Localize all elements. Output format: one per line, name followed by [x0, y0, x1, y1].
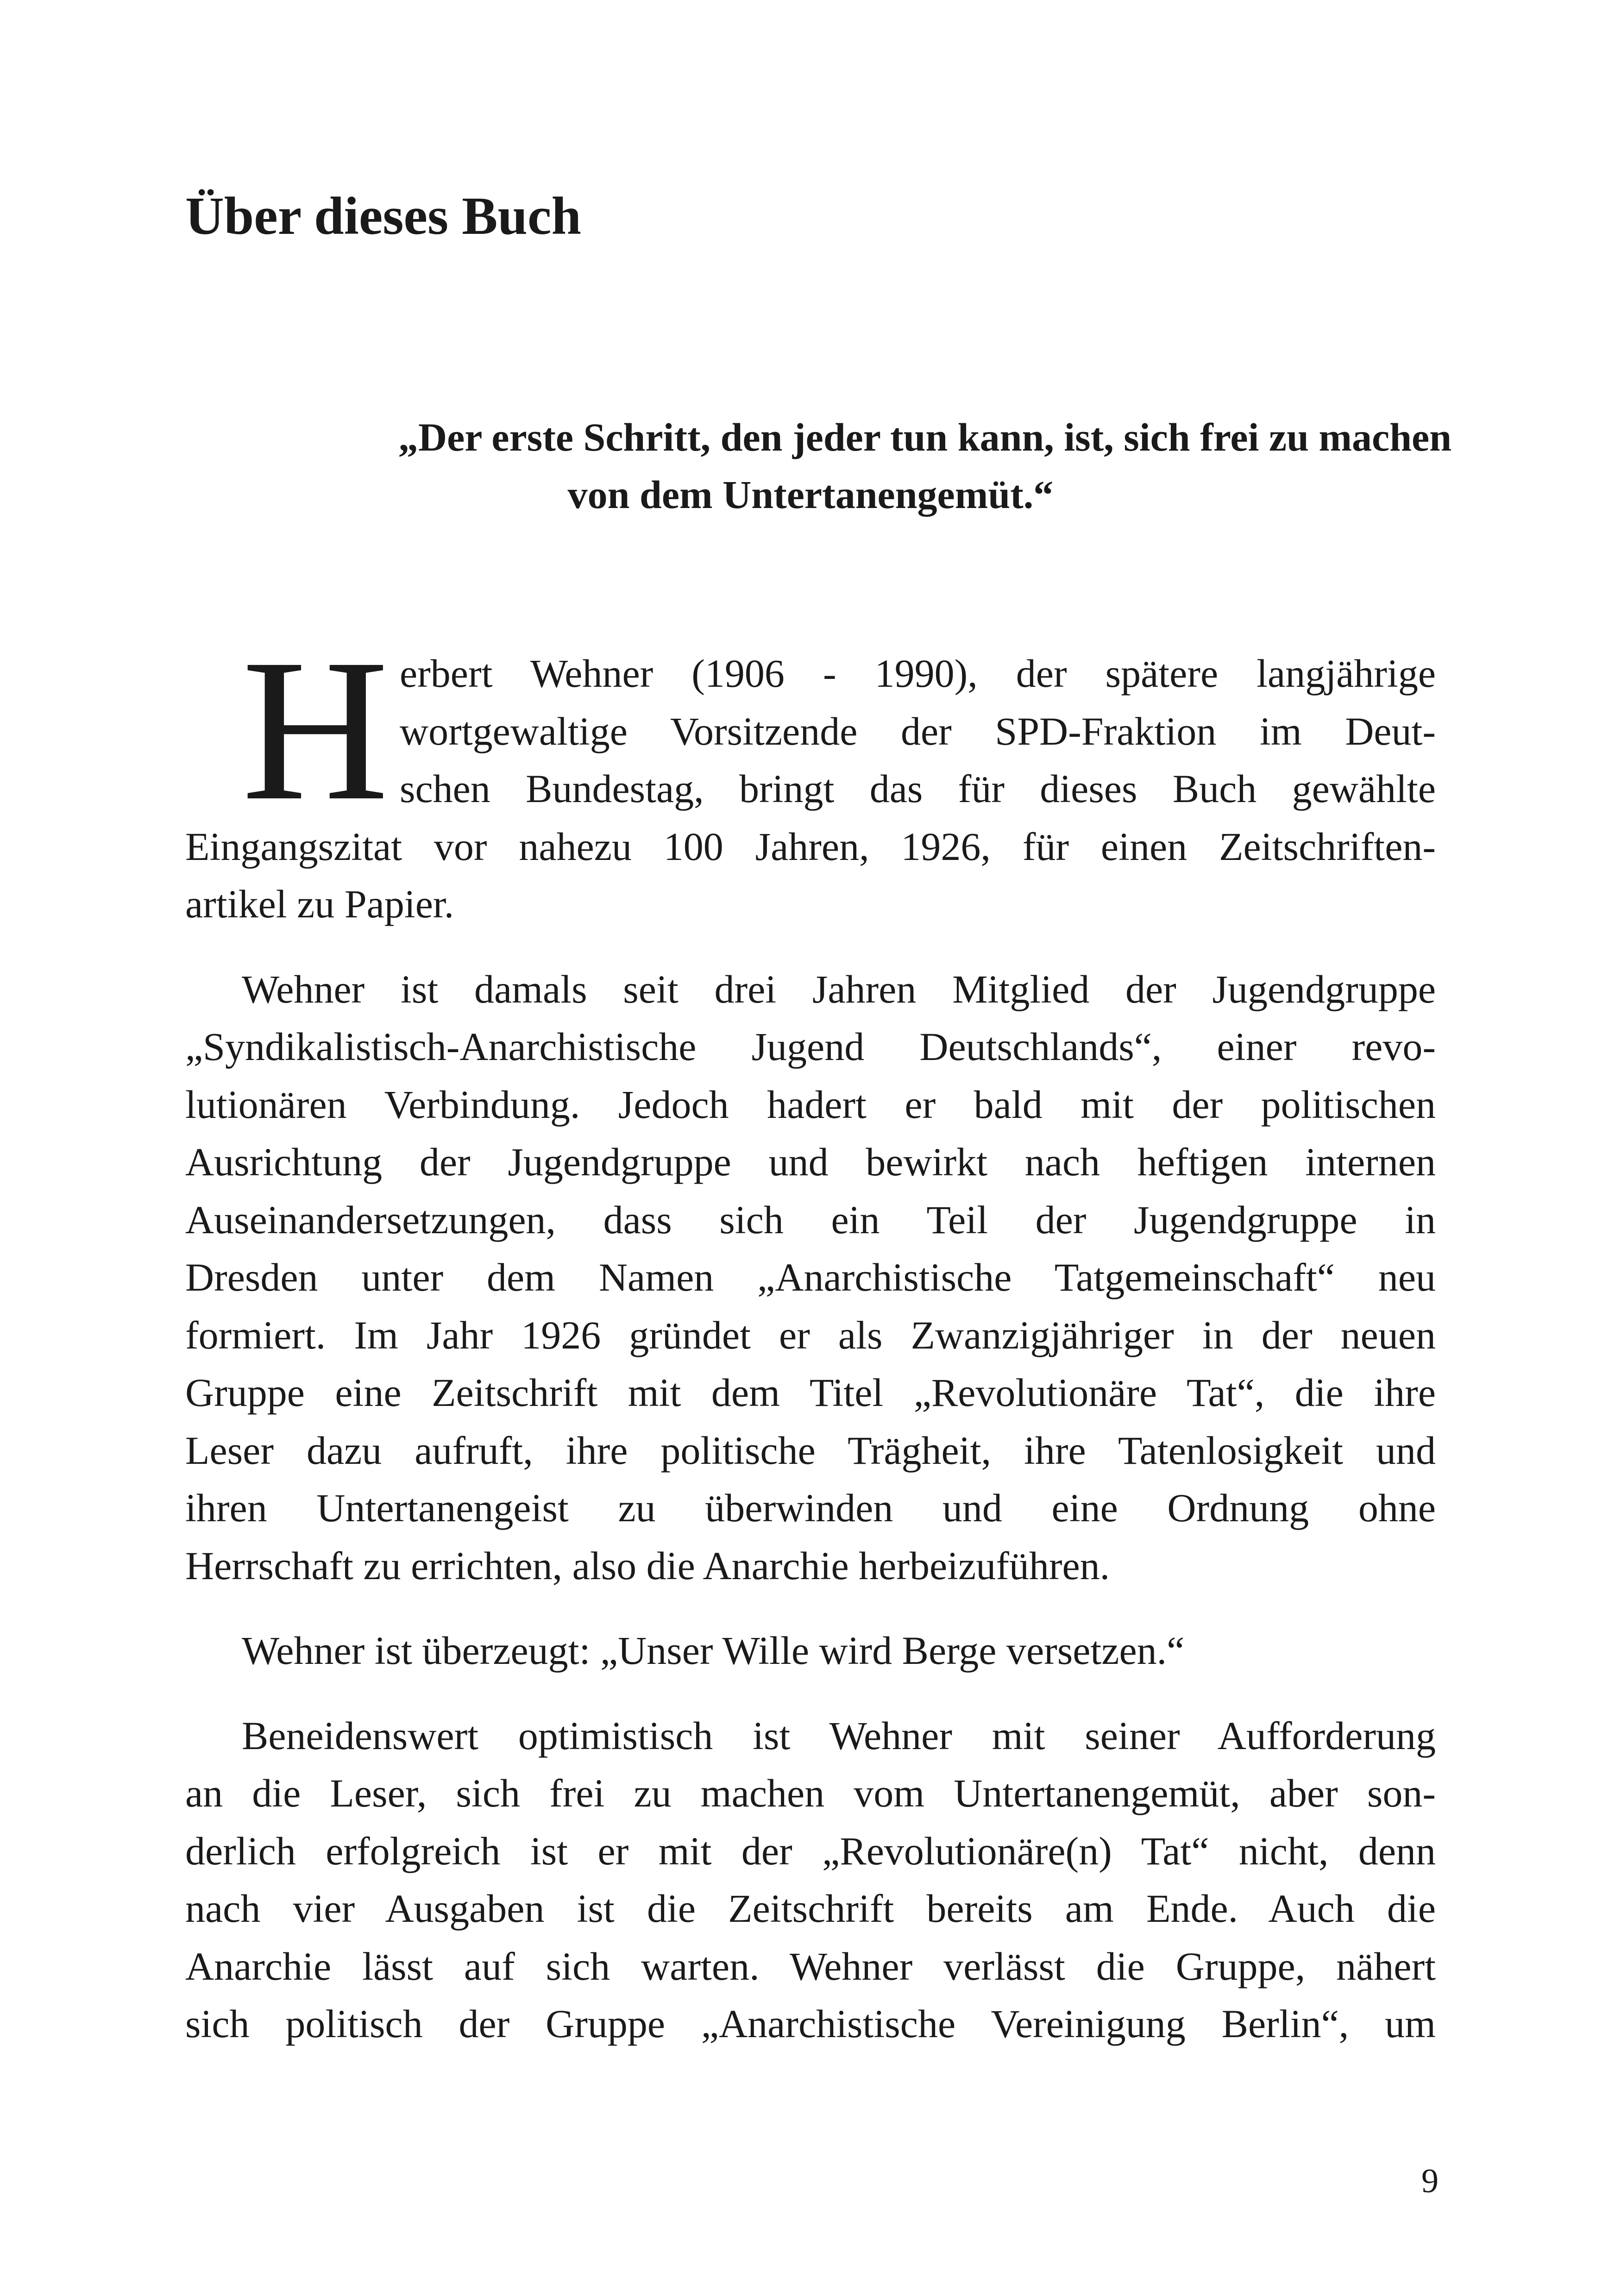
text-line: Beneidenswert optimistisch ist Wehner mit seiner Aufforderung [242, 1713, 1436, 1758]
text-line: Herrschaft zu errichten, also die Anarchie herbeizuführen. [185, 1543, 1110, 1588]
body-text [185, 617, 1436, 2080]
text-line: lutionären Verbindung. Jedoch hadert er bald mit der politischen [185, 1082, 1436, 1127]
paragraph [185, 1622, 1436, 1680]
text-line: Ausrichtung der Jugendgruppe und bewirkt nach heftigen internen [185, 1140, 1436, 1184]
paragraph-intro [185, 617, 1436, 933]
text-line: Wehner ist überzeugt: „Unser Wille wird Berge versetzen.“ [242, 1628, 1185, 1673]
paragraph [185, 1707, 1436, 2053]
text-line: an die Leser, sich frei zu machen vom Untertanengemüt, aber son- [185, 1771, 1436, 1815]
text-line: wortgewaltige Vorsitzende der SPD-Fraktion im Deut- [400, 709, 1436, 753]
text-line: ihren Untertanengeist zu überwinden und eine Ordnung ohne [185, 1486, 1436, 1530]
epigraph-quote [185, 408, 1452, 523]
text-line: Leser dazu aufruft, ihre politische Trägheit, ihre Tatenlosigkeit und [185, 1428, 1436, 1473]
page-number: 9 [1421, 2162, 1439, 2200]
text-line: artikel zu Papier. [185, 882, 454, 926]
text-line: Gruppe eine Zeitschrift mit dem Titel „Revolutionäre Tat“, die ihre [185, 1370, 1436, 1415]
text-line: derlich erfolgreich ist er mit der „Revolutionäre(n) Tat“ nicht, denn [185, 1828, 1436, 1873]
text-line: „Syndikalistisch-Anarchistische Jugend Deutschlands“, einer revo- [185, 1024, 1436, 1069]
text-line: schen Bundestag, bringt das für dieses Buch gewählte [400, 766, 1436, 811]
text-line: sich politisch der Gruppe „Anarchistische Vereinigung Berlin“, um [185, 2001, 1436, 2046]
text-line: nach vier Ausgaben ist die Zeitschrift bereits am Ende. Auch die [185, 1886, 1436, 1931]
text-line: Eingangszitat vor nahezu 100 Jahren, 1926, für einen Zeitschriften- [185, 824, 1436, 869]
chapter-title: Über dieses Buch [185, 187, 582, 246]
drop-cap: H [242, 617, 389, 843]
epigraph-line: „Der erste Schritt, den jeder tun kann, ist, sich frei zu machen [398, 415, 1452, 459]
epigraph-line: von dem Untertanengemüt.“ [567, 472, 1054, 517]
text-line: Auseinandersetzungen, dass sich ein Teil der Jugendgruppe in [185, 1197, 1436, 1242]
text-line: Dresden unter dem Namen „Anarchistische Tatgemeinschaft“ neu [185, 1255, 1436, 1299]
text-line: Wehner ist damals seit drei Jahren Mitglied der Jugendgruppe [242, 966, 1436, 1011]
text-line: erbert Wehner (1906 - 1990), der spätere langjährige [400, 651, 1436, 696]
text-line: formiert. Im Jahr 1926 gründet er als Zwanzigjähriger in der neuen [185, 1312, 1436, 1357]
paragraph [185, 960, 1436, 1595]
text-line: Anarchie lässt auf sich warten. Wehner verlässt die Gruppe, nähert [185, 1944, 1436, 1989]
